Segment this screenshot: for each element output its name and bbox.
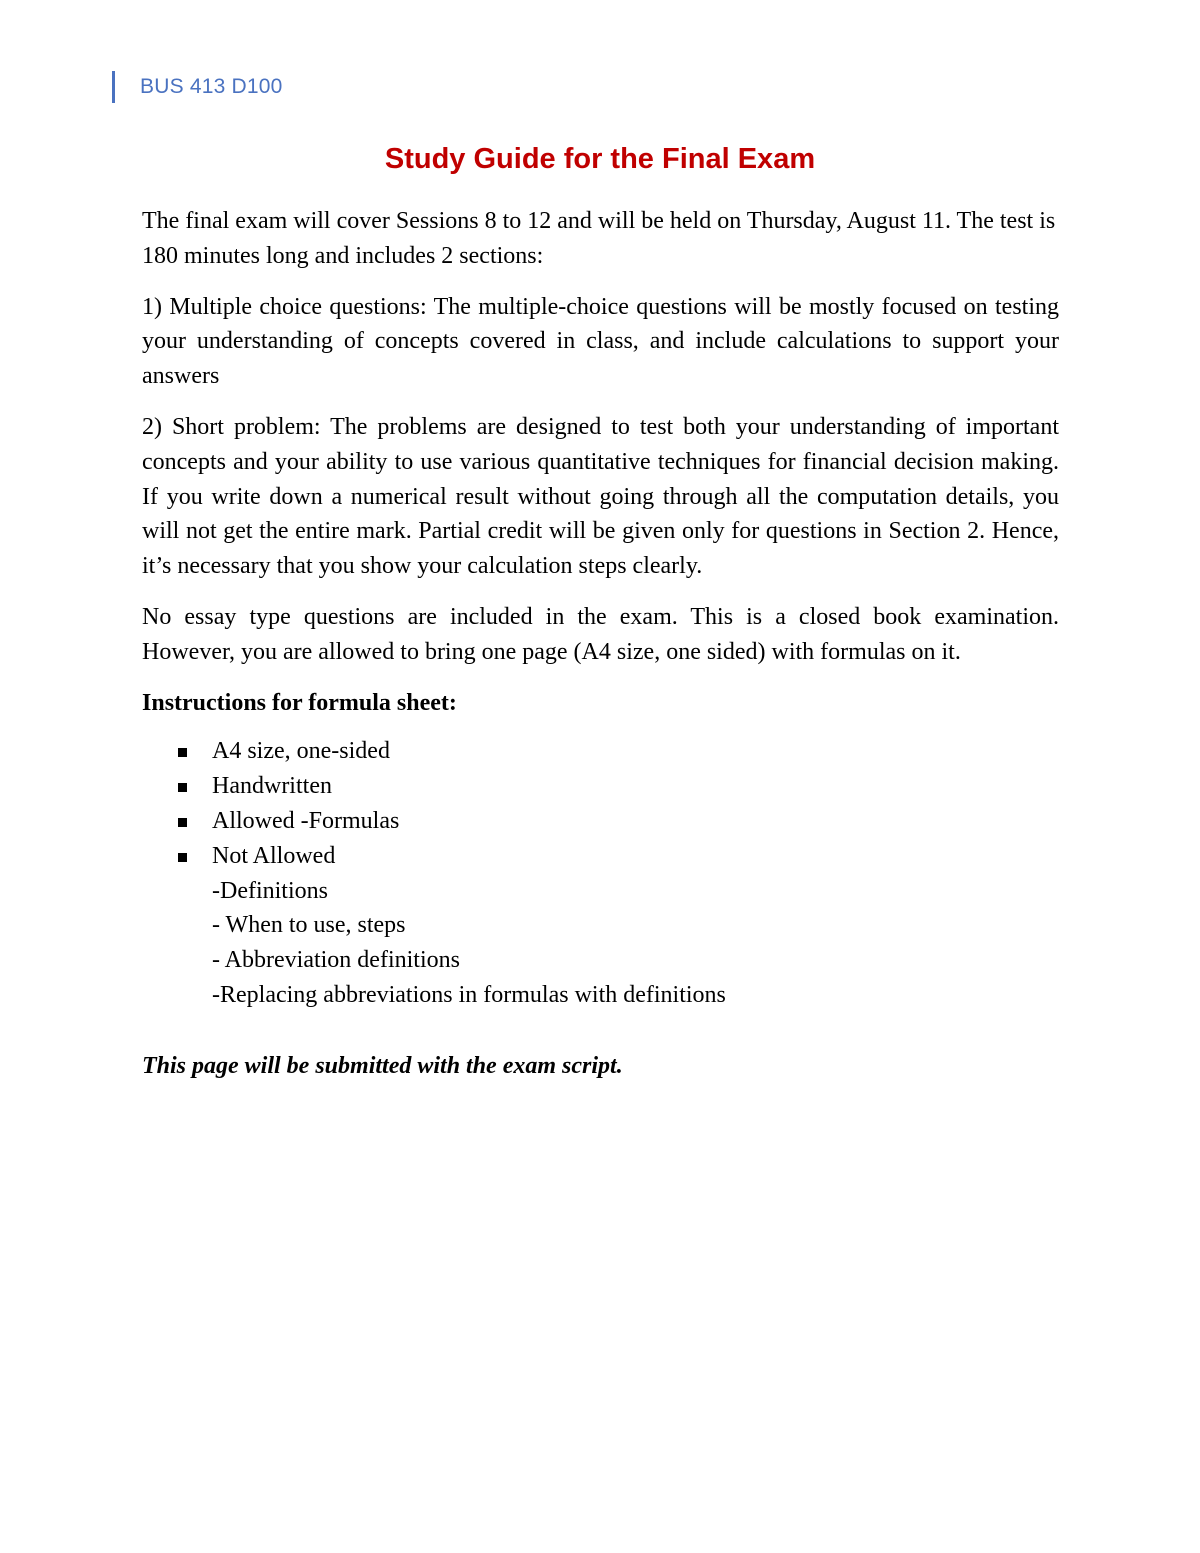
intro-paragraph: The final exam will cover Sessions 8 to 12 and will be held on Thursday, August 11. The test is 180 minutes long and includes 2 sections: xyxy=(142,208,1056,269)
submission-note: This page will be submitted with the exam script. xyxy=(142,1052,623,1079)
list-item-text: Handwritten xyxy=(212,773,332,800)
document-body xyxy=(142,204,1059,1100)
section-1-paragraph: 1) Multiple choice questions: The multiple-choice questions will be mostly focused on testing your understanding of concepts covered in class, and include calculations to support your answers xyxy=(142,293,1059,390)
sublist-item: - When to use, steps xyxy=(212,912,406,939)
course-code: BUS 413 D100 xyxy=(140,75,283,98)
sublist-item: -Replacing abbreviations in formulas with definitions xyxy=(212,981,726,1008)
square-bullet-icon xyxy=(178,783,187,792)
section-2-paragraph: 2) Short problem: The problems are designed to test both your understanding of important concepts and your ability to use various quantitative techniques for financial decision making. If you write down a numerical result without going through all the computation details, you will not get the entire mark. Partial credit will be given only for questions in Section 2. Hence, it’s necessary that you show your calculation steps clearly. xyxy=(142,413,1059,580)
formula-sheet-heading: Instructions for formula sheet: xyxy=(142,689,457,716)
essay-note-paragraph: No essay type questions are included in the exam. This is a closed book examination. However, you are allowed to bring one page (A4 size, one sided) with formulas on it. xyxy=(142,603,1059,665)
formula-instructions-list xyxy=(142,734,1059,873)
list-item xyxy=(142,804,1059,839)
sublist-item: -Definitions xyxy=(212,877,328,904)
list-item xyxy=(142,839,1059,874)
square-bullet-icon xyxy=(178,748,187,757)
list-item xyxy=(142,734,1059,769)
page-title: Study Guide for the Final Exam xyxy=(384,143,816,175)
list-item xyxy=(142,769,1059,804)
square-bullet-icon xyxy=(178,853,187,862)
page-header xyxy=(112,71,283,103)
sublist-item: - Abbreviation definitions xyxy=(212,947,460,974)
square-bullet-icon xyxy=(178,818,187,827)
list-item-text: Allowed -Formulas xyxy=(212,807,400,834)
header-accent-bar xyxy=(112,71,115,103)
list-item-text: Not Allowed xyxy=(212,842,336,869)
not-allowed-sublist xyxy=(142,874,1059,1013)
list-item-text: A4 size, one-sided xyxy=(212,738,390,765)
